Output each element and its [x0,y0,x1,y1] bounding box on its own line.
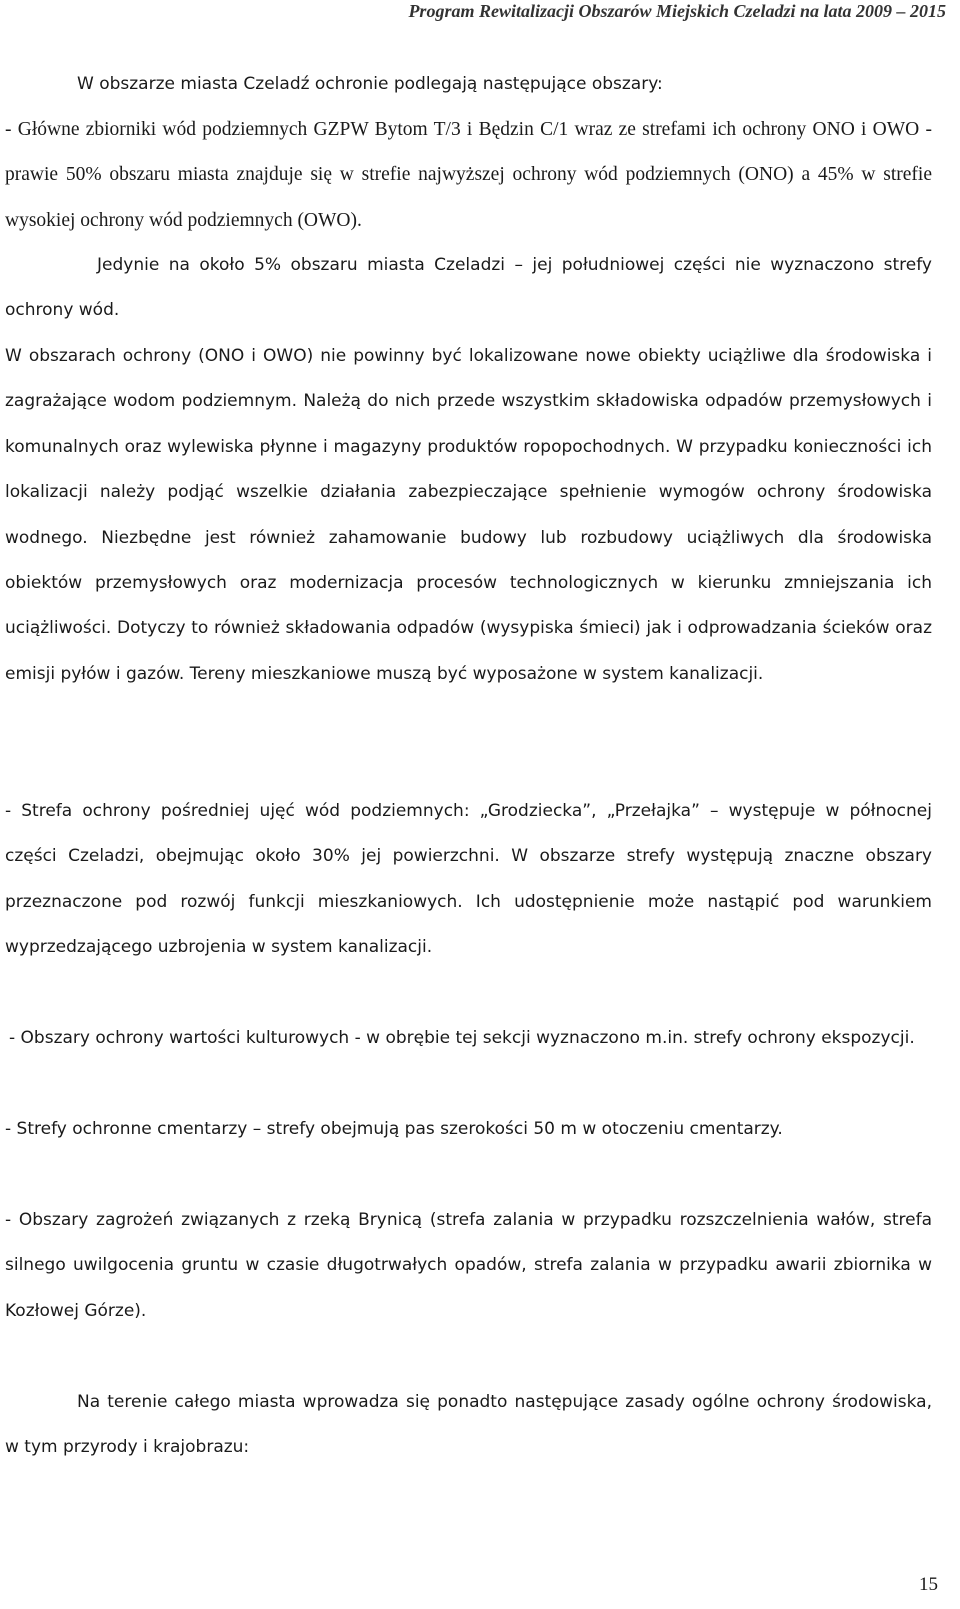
paragraph-gzpw: - Główne zbiorniki wód podziemnych GZPW Bytom T/3 i Będzin C/1 wraz ze strefami ich ochrony ONO i OWO - prawie 50% obszaru miasta znajduje się w strefie najwyższej ochrony wód podziemnych (ONO) a 45% w strefie wysokiej ochrony wód podziemnych (OWO). [5,119,932,231]
paragraph-brynica: - Obszary zagrożeń związanych z rzeką Brynicą (strefa zalania w przypadku rozszczelnienia wałów, strefa silnego uwilgocenia gruntu w czasie długotrwałych opadów, strefa zalania w przypadku awarii zbiornika w Kozłowej Górze). [5,1210,932,1321]
paragraph-jedynie: Jedynie na około 5% obszaru miasta Czeladzi – jej południowej części nie wyznaczono strefy ochrony wód. [5,255,932,321]
paragraph-zasady: Na terenie całego miasta wprowadza się ponadto następujące zasady ogólne ochrony środowiska, w tym przyrody i krajobrazu: [5,1392,932,1458]
paragraph-obszarach: W obszarach ochrony (ONO i OWO) nie powinny być lokalizowane nowe obiekty uciążliwe dla środowiska i zagrażające wodom podziemnym. Należą do nich przede wszystkim składowiska odpadów przemysłowych i komunalnych oraz wylewiska płynne i magazyny produktów ropopochodnych. W przypadku konieczności ich lokalizacji należy podjąć wszelkie działania zabezpieczające spełnienie wymogów ochrony środowiska wodnego. Niezbędne jest również zahamowanie budowy lub rozbudowy uciążliwych dla środowiska obiektów przemysłowych oraz modernizacja procesów technologicznych w kierunku zmniejszania ich uciążliwości. Dotyczy to również składowania odpadów (wysypiska śmieci) jak i odprowadzania ścieków oraz emisji pyłów i gazów. Tereny mieszkaniowe muszą być wyposażone w system kanalizacji. [5,346,932,684]
running-header: Program Rewitalizacji Obszarów Miejskich Czeladzi na lata 2009 – 2015 [408,1,946,21]
paragraph-strefa-posredniej: - Strefa ochrony pośredniej ujęć wód podziemnych: „Grodziecka”, „Przełajka” – występuje w północnej części Czeladzi, obejmując około 30% jej powierzchni. W obszarze strefy występują znaczne obszary przeznaczone pod rozwój funkcji mieszkaniowych. Ich udostępnienie może nastąpić pod warunkiem wyprzedzającego uzbrojenia w system kanalizacji. [5,801,932,958]
page-number: 15 [919,1574,938,1595]
paragraph-cmentarze: - Strefy ochronne cmentarzy – strefy obejmują pas szerokości 50 m w otoczeniu cmentarzy. [5,1119,783,1139]
paragraph-kulturowe: - Obszary ochrony wartości kulturowych - w obrębie tej sekcji wyznaczono m.in. strefy ochrony ekspozycji. [9,1028,915,1048]
paragraph-intro: W obszarze miasta Czeladź ochronie podlegają następujące obszary: [77,74,663,94]
